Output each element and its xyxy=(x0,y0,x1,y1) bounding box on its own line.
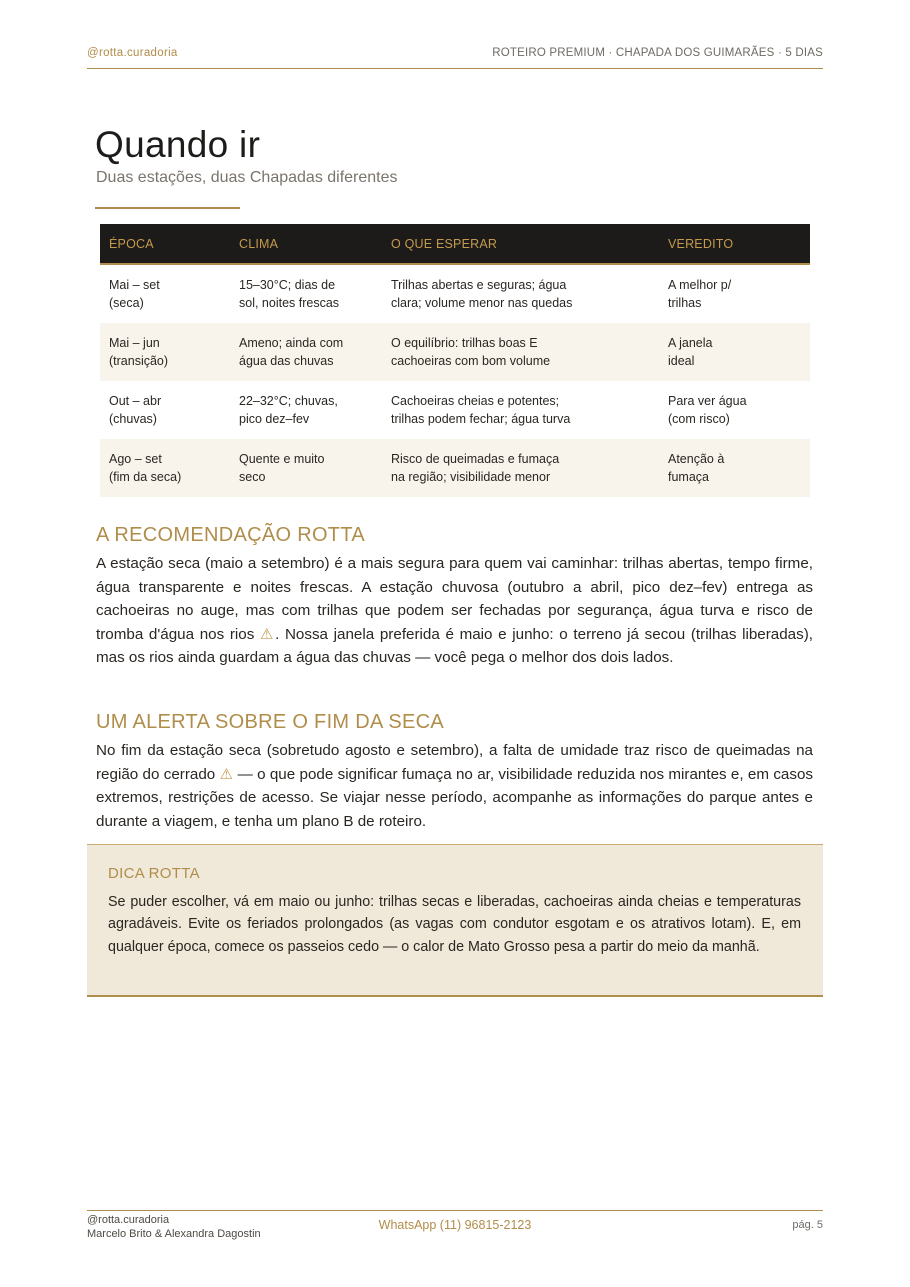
tip-body: Se puder escolher, vá em maio ou junho: trilhas secas e liberadas, cachoeiras ainda cheias e temperaturas agradáveis. Evite os feriados prolongados (as vagas com condutor esgotam e os atrativos lotam). E, em qualquer época, comece os passeios cedo — o calor de Mato Grosso pesa a partir do meio da manhã. xyxy=(108,894,801,955)
table-cell: O equilíbrio: trilhas boas E cachoeiras com bom volume xyxy=(382,323,659,381)
header-doc-title: ROTEIRO PREMIUM · CHAPADA DOS GUIMARÃES · 5 DIAS xyxy=(492,47,823,59)
table-cell: A janela ideal xyxy=(659,323,810,381)
table-cell: 15–30°C; dias de sol, noites frescas xyxy=(239,278,340,310)
column-header-o-que-esperar: O QUE ESPERAR xyxy=(382,224,659,264)
table-row xyxy=(100,323,810,381)
page-footer xyxy=(87,1210,823,1251)
warning-icon: ⚠ xyxy=(260,625,276,643)
header-brand: @rotta.curadoria xyxy=(87,47,178,59)
alert-text-part2: — o que pode significar fumaça no ar, visibilidade reduzida nos mirantes e, em casos extremos, restrições de acesso. Se viajar nesse período, acompanhe as informações do parque antes e durante a viagem, e tenha um plano B de roteiro. xyxy=(96,765,813,830)
recommendation-heading: A RECOMENDAÇÃO ROTTA xyxy=(96,524,365,546)
title-divider xyxy=(95,207,240,209)
warning-icon: ⚠ xyxy=(219,765,234,783)
alert-paragraph xyxy=(96,739,813,833)
table-cell: Cachoeiras cheias e potentes; trilhas podem fechar; água turva xyxy=(391,394,571,426)
tip-title: DICA ROTTA xyxy=(108,865,200,882)
seasons-table xyxy=(100,224,810,497)
alert-heading: UM ALERTA SOBRE O FIM DA SECA xyxy=(96,711,445,733)
table-cell: Ameno; ainda com água das chuvas xyxy=(230,323,382,381)
page-header xyxy=(87,46,823,69)
recommendation-text-part2: . Nossa janela preferida é maio e junho: o terreno já secou (trilhas liberadas), mas os rios ainda guardam a água das chuvas — você pega o melhor dos dois lados. xyxy=(96,625,813,667)
column-header-epoca: ÉPOCA xyxy=(100,224,230,264)
recommendation-paragraph xyxy=(96,552,813,670)
alert-text-part1: No fim da estação seca (sobretudo agosto e setembro), a falta de umidade traz risco de queimadas na região do cerrado xyxy=(96,742,813,783)
footer-authors: Marcelo Brito & Alexandra Dagostin xyxy=(87,1228,261,1240)
table-row xyxy=(100,264,810,323)
table-cell: Para ver água (com risco) xyxy=(668,394,747,426)
table-cell: Out – abr (chuvas) xyxy=(109,394,162,426)
page-number: pág. 5 xyxy=(792,1219,823,1231)
table-header-row xyxy=(100,224,810,264)
table-cell: Mai – jun (transição) xyxy=(100,323,230,381)
column-header-clima: CLIMA xyxy=(230,224,382,264)
page-title: Quando ir xyxy=(95,124,261,165)
table-cell: Ago – set (fim da seca) xyxy=(100,439,230,497)
footer-brand: @rotta.curadoria xyxy=(87,1214,170,1226)
table-row xyxy=(100,439,810,497)
footer-whatsapp-contact: WhatsApp (11) 96815-2123 xyxy=(378,1218,532,1232)
table-cell: A melhor p/ trilhas xyxy=(668,278,732,310)
column-header-veredito: VEREDITO xyxy=(659,224,810,264)
table-cell: Quente e muito seco xyxy=(230,439,382,497)
page-subtitle: Duas estações, duas Chapadas diferentes xyxy=(96,169,398,186)
table-cell: Risco de queimadas e fumaça na região; visibilidade menor xyxy=(382,439,659,497)
recommendation-text-part1: A estação seca (maio a setembro) é a mais segura para quem vai caminhar: trilhas abertas, tempo firme, água transparente e noites frescas. A estação chuvosa (outubro a abril, pico dez–fev) entrega as cachoeiras no auge, mas com trilhas que podem ser fechadas por segurança, água turva e risco de tromba d'água nos rios xyxy=(96,555,813,643)
table-cell: Mai – set (seca) xyxy=(109,278,160,310)
table-row xyxy=(100,381,810,439)
table-cell: 22–32°C; chuvas, pico dez–fev xyxy=(239,394,338,426)
tip-box xyxy=(87,844,823,997)
table-cell: Atenção à fumaça xyxy=(659,439,810,497)
table-cell: Trilhas abertas e seguras; água clara; volume menor nas quedas xyxy=(391,278,573,310)
